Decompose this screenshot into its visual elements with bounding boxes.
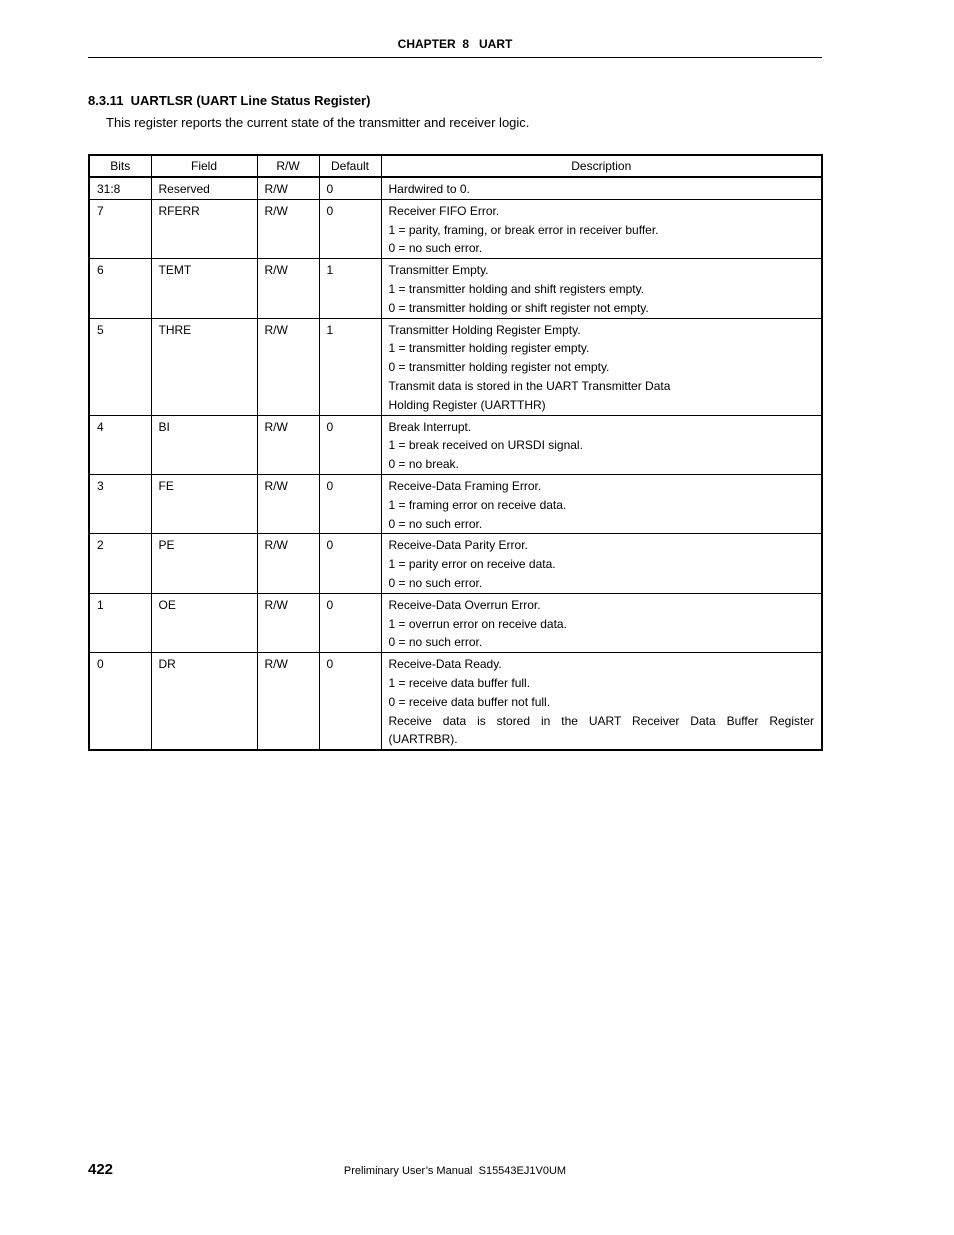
- bits-cell: 3: [89, 474, 151, 533]
- table-row: [89, 593, 822, 652]
- register-table: [88, 154, 823, 751]
- bits-cell: 1: [89, 593, 151, 652]
- field-cell: OE: [151, 593, 257, 652]
- table-row: [89, 259, 822, 318]
- default-cell: 0: [319, 653, 381, 750]
- default-cell: 1: [319, 259, 381, 318]
- rw-cell: R/W: [257, 415, 319, 474]
- default-cell: 0: [319, 199, 381, 258]
- description-line: Receiver FIFO Error.: [388, 203, 500, 218]
- field-cell: Reserved: [151, 177, 257, 199]
- description-cell: [381, 177, 822, 199]
- description-line: 0 = receive data buffer not full.: [388, 694, 551, 709]
- description-line: Receive-Data Overrun Error.: [388, 597, 541, 612]
- column-header-field: Field: [151, 155, 257, 177]
- field-cell: FE: [151, 474, 257, 533]
- default-cell: 0: [319, 474, 381, 533]
- column-header-bits: Bits: [89, 155, 151, 177]
- rw-cell: R/W: [257, 474, 319, 533]
- table-row: [89, 199, 822, 258]
- description-line: 1 = break received on URSDI signal.: [388, 438, 583, 453]
- description-line: Holding Register (UARTTHR): [388, 397, 546, 412]
- description-line: 1 = parity, framing, or break error in receiver buffer.: [388, 222, 659, 237]
- table-row: [89, 318, 822, 415]
- description-line: Receive data is stored in the UART Receiver Data Buffer Register: [388, 713, 814, 728]
- description-line: Receive-Data Ready.: [388, 657, 502, 672]
- column-header-description: Description: [381, 155, 822, 177]
- default-cell: 1: [319, 318, 381, 415]
- description-line: 1 = parity error on receive data.: [388, 557, 556, 572]
- table-row: [89, 534, 822, 593]
- description-cell: [381, 259, 822, 318]
- rw-cell: R/W: [257, 199, 319, 258]
- description-cell: [381, 415, 822, 474]
- description-line: Break Interrupt.: [388, 419, 472, 434]
- bits-cell: 4: [89, 415, 151, 474]
- rw-cell: R/W: [257, 534, 319, 593]
- chapter-header: CHAPTER 8 UART: [397, 37, 513, 51]
- rw-cell: R/W: [257, 318, 319, 415]
- bits-cell: 31:8: [89, 177, 151, 199]
- description-line: 1 = transmitter holding and shift registers empty.: [388, 281, 645, 296]
- description-cell: [381, 653, 822, 750]
- description-line: 0 = no such error.: [388, 575, 483, 590]
- table-body: [89, 177, 822, 750]
- table-row: [89, 415, 822, 474]
- description-line: Transmitter Holding Register Empty.: [388, 322, 581, 337]
- bits-cell: 2: [89, 534, 151, 593]
- rw-cell: R/W: [257, 593, 319, 652]
- default-cell: 0: [319, 593, 381, 652]
- description-cell: [381, 199, 822, 258]
- rw-cell: R/W: [257, 177, 319, 199]
- table-header-row: [89, 155, 822, 177]
- description-line: 0 = no such error.: [388, 241, 483, 256]
- field-cell: TEMT: [151, 259, 257, 318]
- header-divider: [88, 57, 822, 58]
- description-line: Transmit data is stored in the UART Transmitter Data: [388, 378, 671, 393]
- description-cell: [381, 593, 822, 652]
- description-line: 1 = transmitter holding register empty.: [388, 341, 590, 356]
- table-row: [89, 474, 822, 533]
- field-cell: DR: [151, 653, 257, 750]
- bits-cell: 7: [89, 199, 151, 258]
- section-heading: 8.3.11 UARTLSR (UART Line Status Register): [88, 93, 371, 108]
- page-number: 422: [88, 1161, 114, 1178]
- table-row: [89, 177, 822, 199]
- field-cell: THRE: [151, 318, 257, 415]
- description-cell: [381, 318, 822, 415]
- description-line: 1 = receive data buffer full.: [388, 675, 531, 690]
- field-cell: RFERR: [151, 199, 257, 258]
- description-cell: [381, 534, 822, 593]
- bits-cell: 0: [89, 653, 151, 750]
- table-row: [89, 653, 822, 750]
- bits-cell: 6: [89, 259, 151, 318]
- rw-cell: R/W: [257, 653, 319, 750]
- description-line: 1 = framing error on receive data.: [388, 497, 567, 512]
- description-line: 0 = no such error.: [388, 516, 483, 531]
- manual-title: Preliminary User’s Manual S15543EJ1V0UM: [343, 1165, 567, 1177]
- bits-cell: 5: [89, 318, 151, 415]
- description-line: Receive-Data Framing Error.: [388, 478, 542, 493]
- rw-cell: R/W: [257, 259, 319, 318]
- default-cell: 0: [319, 415, 381, 474]
- description-line: Receive-Data Parity Error.: [388, 538, 528, 553]
- description-cell: [381, 474, 822, 533]
- field-cell: PE: [151, 534, 257, 593]
- description-line: Transmitter Empty.: [388, 263, 489, 278]
- field-cell: BI: [151, 415, 257, 474]
- description-line: (UARTRBR).: [388, 732, 458, 747]
- column-header-rw: R/W: [257, 155, 319, 177]
- description-line: 0 = transmitter holding register not empty.: [388, 360, 610, 375]
- description-line: 0 = no break.: [388, 457, 459, 472]
- column-header-default: Default: [319, 155, 381, 177]
- section-intro: This register reports the current state of the transmitter and receiver logic.: [106, 115, 530, 130]
- default-cell: 0: [319, 177, 381, 199]
- description-line: 0 = transmitter holding or shift register not empty.: [388, 300, 649, 315]
- default-cell: 0: [319, 534, 381, 593]
- description-line: 0 = no such error.: [388, 635, 483, 650]
- description-line: Hardwired to 0.: [388, 182, 470, 196]
- description-line: 1 = overrun error on receive data.: [388, 616, 567, 631]
